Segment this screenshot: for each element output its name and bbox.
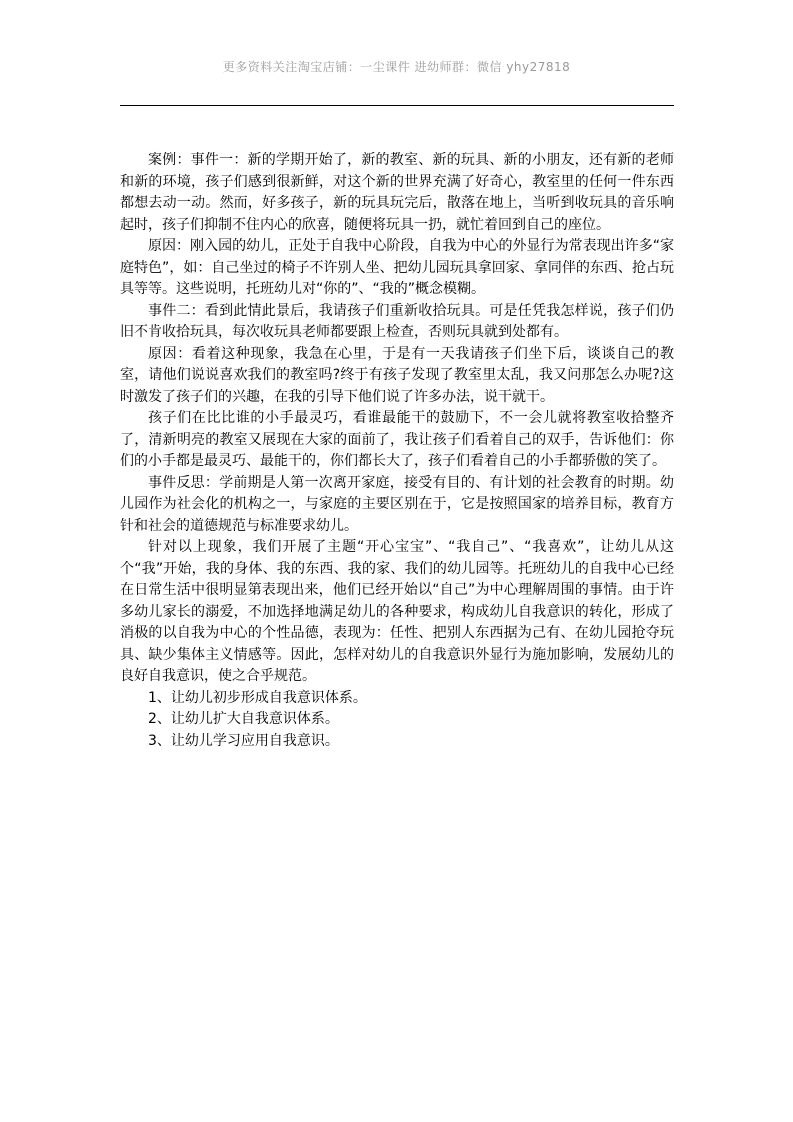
header-divider [120, 105, 674, 106]
list-item-goal-1: 1、让幼儿初步形成自我意识体系。 [148, 689, 367, 706]
list-item-goal-2: 2、让幼儿扩大自我意识体系。 [148, 711, 339, 727]
page-header: 更多资料关注淘宝店铺：一尘课件 进幼师群：微信 yhy27818 [222, 60, 571, 74]
paragraph-reason-one: 原因：刚入园的幼儿，正处于自我中心阶段，自我为中心的外显行为常表现出许多“家庭特色”，如：自己坐过的椅子不许别人坐、把幼儿园玩具拿回家、拿同伴的东西、抢占玩具等等。这些说明，托班幼儿对“你的”、“我的”概念模糊。 [120, 238, 674, 297]
paragraph-themes: 针对以上现象，我们开展了主题“开心宝宝”、“我自己”、“我喜欢”，让幼儿从这个“我”开始，我的身体、我的东西、我的家、我们的幼儿园等。托班幼儿的自我中心已经在日常生活中很明显第表现出来，他们已经开始以“自己”为中心理解周围的事情。由于许多幼儿家长的溺爱，不加选择地满足幼儿的各种要求，构成幼儿自我意识的转化，形成了消极的以自我为中心的个性品德，表现为：任性、把别人东西据为己有、在幼儿园抢夺玩具、缺少集体主义情感等。因此，怎样对幼儿的自我意识外显行为施加影响，发展幼儿的良好自我意识，使之合乎规范。 [120, 539, 674, 684]
paragraph-reason-two: 原因：看着这种现象，我急在心里，于是有一天我请孩子们坐下后，谈谈自己的教室，请他们说说喜欢我们的教室吗?终于有孩子发现了教室里太乱，我又问那怎么办呢?这时激发了孩子们的兴趣，在我的引导下他们说了许多办法，说干就干。 [120, 345, 674, 405]
paragraph-case-event-one: 案例：事件一：新的学期开始了，新的教室、新的玩具、新的小朋友，还有新的老师和新的环境，孩子们感到很新鲜，对这个新的世界充满了好奇心，教室里的任何一件东西都想去动一动。然而，好多孩子，新的玩具玩完后，散落在地上，当听到收玩具的音乐响起时，孩子们抑制不住内心的欣喜，随便将玩具一扔，就忙着回到自己的座位。 [120, 152, 674, 233]
list-item-goal-3: 3、让幼儿学习应用自我意识。 [148, 732, 339, 749]
paragraph-reflection: 事件反思：学前期是人第一次离开家庭，接受有目的、有计划的社会教育的时期。幼儿园作为社会化的机构之一，与家庭的主要区别在于，它是按照国家的培养目标，教育方针和社会的道德规范与标准要求幼儿。 [120, 474, 674, 534]
paragraph-children-tidy: 孩子们在比比谁的小手最灵巧，看谁最能干的鼓励下，不一会儿就将教室收拾整齐了，清新明亮的教室又展现在大家的面前了，我让孩子们看着自己的双手，告诉他们：你们的小手都是最灵巧、最能干的，你们都长大了，孩子们看着自己的小手都骄傲的笑了。 [120, 410, 674, 469]
paragraph-event-two: 事件二：看到此情此景后，我请孩子们重新收拾玩具。可是任凭我怎样说，孩子们仍旧不肯收拾玩具，每次收玩具老师都要跟上检查，否则玩具就到处都有。 [120, 302, 674, 340]
document-body [120, 150, 674, 752]
